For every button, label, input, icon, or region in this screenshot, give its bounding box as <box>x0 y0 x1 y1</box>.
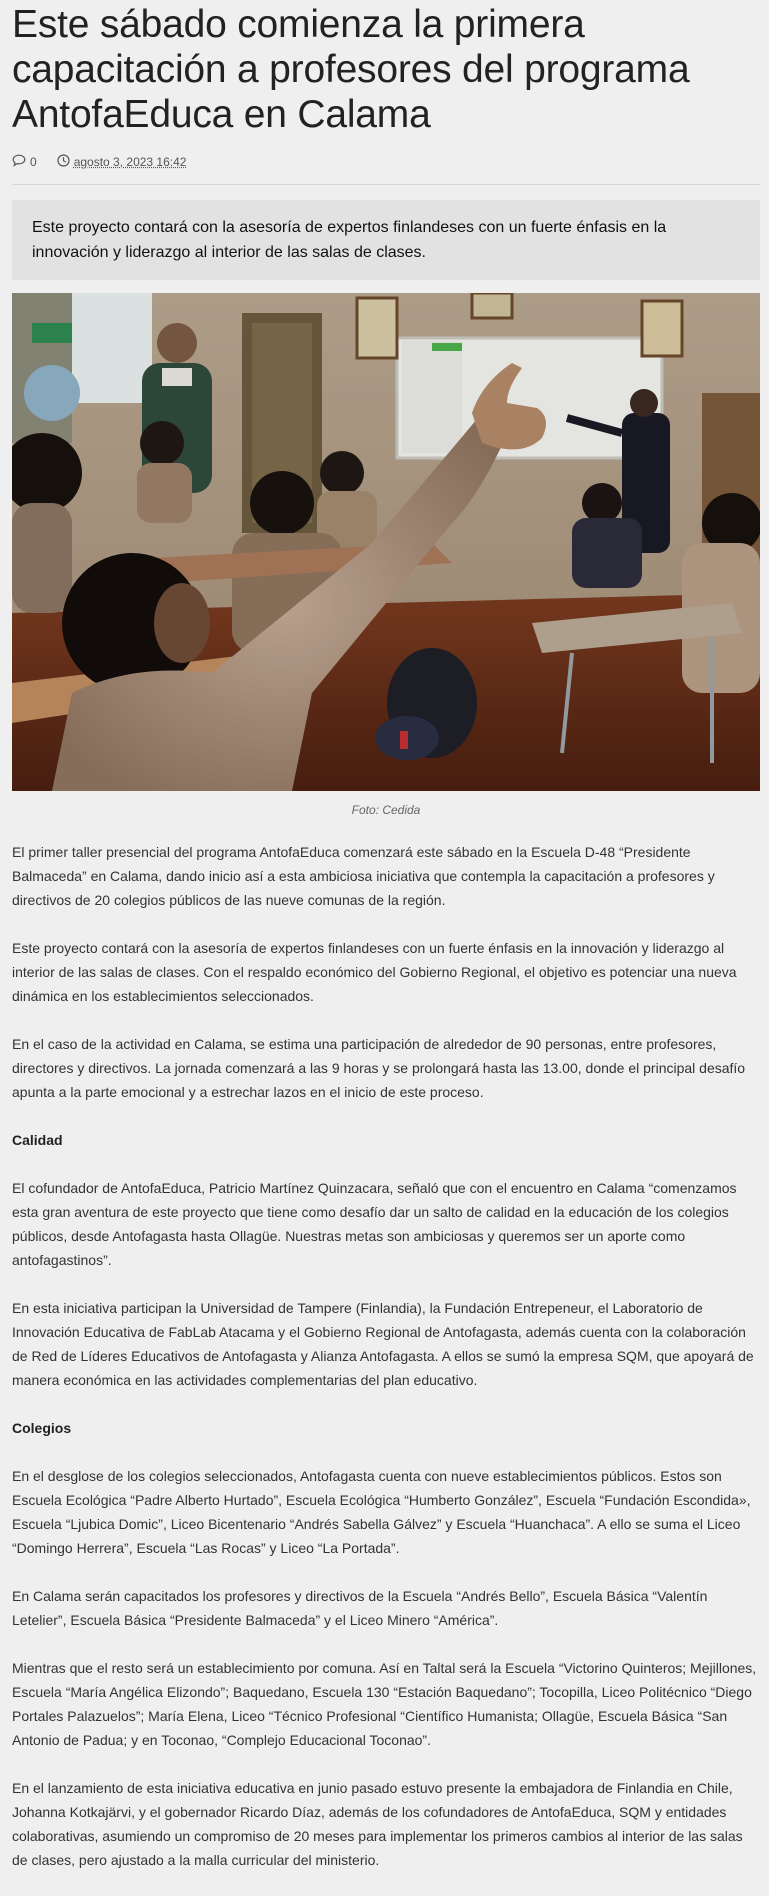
paragraph: En el desglose de los colegios seleccionados, Antofagasta cuenta con nueve establecimientos públicos. Estos son Escuela Ecológica “Padre Alberto Hurtado”, Escuela Ecológica “Humberto González”, Escuela “Fundación Escondida», Escuela “Ljubica Domic”, Liceo Bicentenario “Andrés Sabella Gálvez” y Escuela “Huanchaca”. A ello se suma el Liceo “Domingo Herrera”, Escuela “Las Rocas” y Liceo “La Portada”. <box>12 1468 751 1556</box>
photo-caption: Foto: Cedida <box>351 803 421 817</box>
article-body <box>12 840 760 1872</box>
paragraph: En el caso de la actividad en Calama, se estima una participación de alrededor de 90 personas, entre profesores, directores y directivos. La jornada comenzará a las 9 horas y se prolongará hasta las 13.00, donde el principal desafío apunta a la parte emocional y a estrechar lazos en el inicio de este proceso. <box>12 1036 746 1100</box>
section-heading-colegios: Colegios <box>12 1420 72 1436</box>
comments-link[interactable] <box>12 154 37 170</box>
publish-date: agosto 3, 2023 16:42 <box>73 155 187 169</box>
speech-bubble-icon <box>12 154 30 170</box>
comments-count: 0 <box>30 155 37 169</box>
article-title: Este sábado comienza la primera capacitación a profesores del programa AntofaEduca en Calama <box>12 3 690 136</box>
section-heading-calidad: Calidad <box>12 1132 63 1148</box>
paragraph: En esta iniciativa participan la Universidad de Tampere (Finlandia), la Fundación Entrepeneur, el Laboratorio de Innovación Educativa de FabLab Atacama y el Gobierno Regional de Antofagasta, además cuenta con la colaboración de Red de Líderes Educativos de Antofagasta y Alianza Antofagasta. A ellos se sumó la empresa SQM, que apoyará de manera económica en las actividades complementarias del plan educativo. <box>12 1300 754 1388</box>
classroom-photo <box>12 293 760 791</box>
article <box>12 0 760 1896</box>
article-meta <box>12 152 760 185</box>
paragraph: Mientras que el resto será un establecimiento por comuna. Así en Taltal será la Escuela “Victorino Quinteros; Mejillones, Escuela “María Angélica Elizondo”; Baquedano, Escuela 130 “Estación Baquedano”; Tocopilla, Liceo Politécnico “Diego Portales Palazuelos”; María Elena, Liceo “Técnico Profesional “Científico Humanista; Ollagüe, Escuela Básica “San Antonio de Padua; y en Toconao, “Complejo Educacional Toconao”. <box>12 1660 757 1748</box>
article-lead: Este proyecto contará con la asesoría de expertos finlandeses con un fuerte énfasis en la innovación y liderazgo al interior de las salas de clases. <box>12 200 760 280</box>
paragraph: El primer taller presencial del programa AntofaEduca comenzará este sábado en la Escuela D-48 “Presidente Balmaceda” en Calama, dando inicio así a esta ambiciosa iniciativa que contempla la capacitación a profesores y directivos de 20 colegios públicos de las nueve comunas de la región. <box>12 844 715 908</box>
paragraph: En el lanzamiento de esta iniciativa educativa en junio pasado estuvo presente la embajadora de Finlandia en Chile, Johanna Kotkajärvi, y el gobernador Ricardo Díaz, además de los cofundadores de AntofaEduca, SQM y entidades colaborativas, asumiendo un compromiso de 20 meses para implementar los primeros cambios al interior de las salas de clases, pero ajustado a la malla curricular del ministerio. <box>12 1780 743 1868</box>
date-link[interactable] <box>57 154 187 170</box>
paragraph: En Calama serán capacitados los profesores y directivos de la Escuela “Andrés Bello”, Escuela Básica “Valentín Letelier”, Escuela Básica “Presidente Balmaceda” y el Liceo Minero “América”. <box>12 1588 708 1628</box>
clock-icon <box>57 154 74 170</box>
paragraph: El cofundador de AntofaEduca, Patricio Martínez Quinzacara, señaló que con el encuentro en Calama “comenzamos esta gran aventura de este proyecto que tiene como desafío dar un salto de calidad en la educación de los colegios públicos, desde Antofagasta hasta Ollagüe. Nuestras metas son ambiciosas y queremos ser un aporte como antofagastinos”. <box>12 1180 737 1268</box>
paragraph: Este proyecto contará con la asesoría de expertos finlandeses con un fuerte énfasis en la innovación y liderazgo al interior de las salas de clases. Con el respaldo económico del Gobierno Regional, el objetivo es potenciar una nueva dinámica en los establecimientos seleccionados. <box>12 940 737 1004</box>
